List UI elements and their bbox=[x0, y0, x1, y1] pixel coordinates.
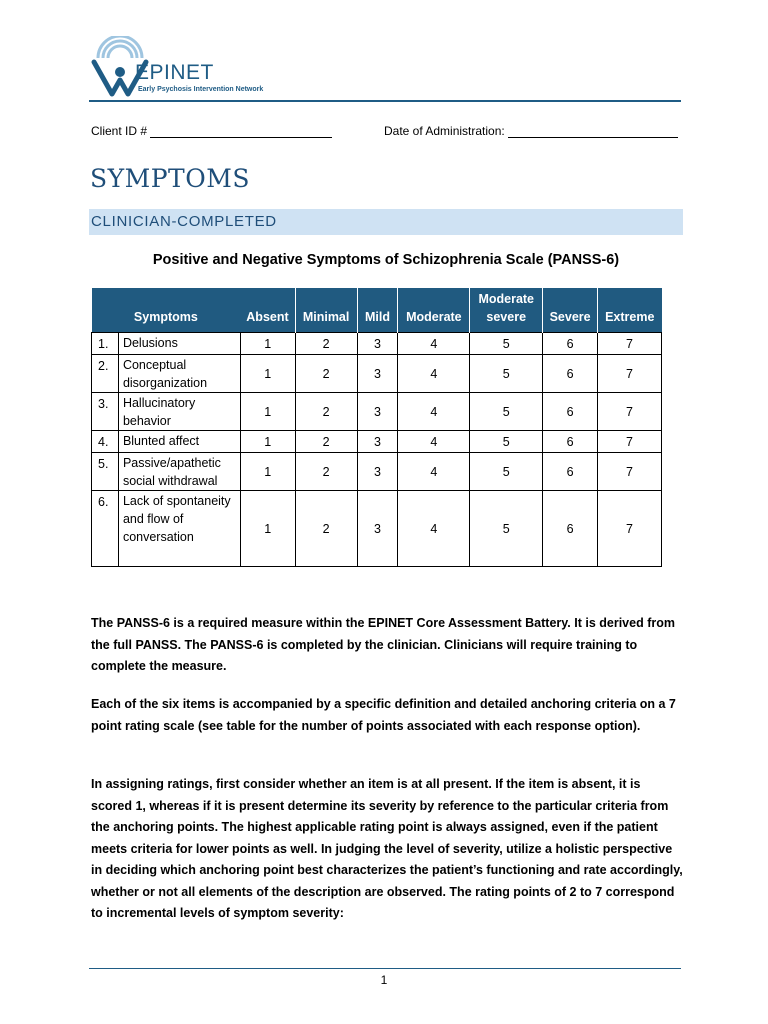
symptom-name: Blunted affect bbox=[118, 431, 240, 453]
rating-cell[interactable]: 3 bbox=[357, 333, 398, 355]
rating-cell[interactable]: 2 bbox=[295, 491, 357, 567]
page-number: 1 bbox=[380, 973, 388, 987]
row-number: 6. bbox=[92, 491, 119, 567]
rating-cell[interactable]: 4 bbox=[398, 453, 470, 491]
date-input-line[interactable] bbox=[508, 125, 678, 138]
paragraph-items: Each of the six items is accompanied by a specific definition and detailed anchoring criteria on a 7 point rating scale (see table for the number of points associated with each response option). bbox=[91, 697, 676, 733]
rating-cell[interactable]: 7 bbox=[598, 355, 662, 393]
table-row bbox=[92, 453, 662, 491]
rating-cell[interactable]: 1 bbox=[240, 491, 295, 567]
date-field bbox=[384, 124, 678, 138]
rating-cell[interactable]: 7 bbox=[598, 491, 662, 567]
rating-cell[interactable]: 3 bbox=[357, 355, 398, 393]
row-number: 4. bbox=[92, 431, 119, 453]
symptom-name: Delusions bbox=[118, 333, 240, 355]
table-row bbox=[92, 333, 662, 355]
rating-cell[interactable]: 2 bbox=[295, 355, 357, 393]
rating-cell[interactable]: 2 bbox=[295, 333, 357, 355]
footer-rule bbox=[89, 968, 681, 969]
panss-table bbox=[91, 288, 662, 567]
client-id-input-line[interactable] bbox=[150, 125, 332, 138]
date-label: Date of Administration: bbox=[384, 124, 505, 138]
rating-cell[interactable]: 4 bbox=[398, 431, 470, 453]
rating-cell[interactable]: 6 bbox=[543, 355, 598, 393]
epinet-logo bbox=[90, 36, 290, 98]
rating-cell[interactable]: 4 bbox=[398, 393, 470, 431]
header-absent: Absent bbox=[240, 288, 295, 333]
rating-cell[interactable]: 7 bbox=[598, 431, 662, 453]
rating-cell[interactable]: 1 bbox=[240, 355, 295, 393]
rating-cell[interactable]: 3 bbox=[357, 393, 398, 431]
rating-cell[interactable]: 6 bbox=[543, 491, 598, 567]
rating-cell[interactable]: 5 bbox=[470, 453, 543, 491]
rating-cell[interactable]: 7 bbox=[598, 453, 662, 491]
table-header-row bbox=[92, 288, 662, 333]
rating-cell[interactable]: 6 bbox=[543, 431, 598, 453]
section-heading: CLINICIAN-COMPLETED bbox=[89, 209, 683, 235]
symptom-name: Hallucinatory behavior bbox=[118, 393, 240, 431]
table-row bbox=[92, 393, 662, 431]
rating-cell[interactable]: 1 bbox=[240, 393, 295, 431]
rating-cell[interactable]: 4 bbox=[398, 333, 470, 355]
rating-cell[interactable]: 2 bbox=[295, 431, 357, 453]
table-row bbox=[92, 355, 662, 393]
symptom-name: Passive/apathetic social withdrawal bbox=[118, 453, 240, 491]
paragraph-intro: The PANSS-6 is a required measure within the EPINET Core Assessment Battery. It is derived from the full PANSS. The PANSS-6 is completed by the clinician. Clinicians will require training to complete the measure. bbox=[91, 616, 675, 673]
rating-cell[interactable]: 4 bbox=[398, 491, 470, 567]
rating-cell[interactable]: 7 bbox=[598, 393, 662, 431]
row-number: 1. bbox=[92, 333, 119, 355]
row-number: 5. bbox=[92, 453, 119, 491]
rating-cell[interactable]: 2 bbox=[295, 453, 357, 491]
rating-cell[interactable]: 1 bbox=[240, 333, 295, 355]
client-id-field bbox=[91, 124, 332, 138]
rating-cell[interactable]: 3 bbox=[357, 453, 398, 491]
rating-cell[interactable]: 5 bbox=[470, 355, 543, 393]
header-extreme: Extreme bbox=[598, 288, 662, 333]
header-minimal: Minimal bbox=[295, 288, 357, 333]
rating-cell[interactable]: 6 bbox=[543, 453, 598, 491]
paragraph-ratings: In assigning ratings, first consider whether an item is at all present. If the item is absent, it is scored 1, whereas if it is present determine its severity by reference to the particular criteria from the anchoring points. The highest applicable rating point is always assigned, even if the patient meets criteria for lower points as well. In judging the level of severity, utilize a holistic perspective in deciding which anchoring point best characterizes the patient’s functioning and rate accordingly, whether or not all elements of the description are observed. The rating points of 2 to 7 correspond to incremental levels of symptom severity: bbox=[91, 777, 683, 920]
header-rule bbox=[89, 100, 681, 102]
rating-cell[interactable]: 5 bbox=[470, 431, 543, 453]
symptom-name: Conceptual disorganization bbox=[118, 355, 240, 393]
table-title: Positive and Negative Symptoms of Schizophrenia Scale (PANSS-6) bbox=[152, 252, 620, 268]
rating-cell[interactable]: 2 bbox=[295, 393, 357, 431]
symptom-name: Lack of spontaneity and flow of conversation bbox=[118, 491, 240, 567]
header-mild: Mild bbox=[357, 288, 398, 333]
header-severe: Severe bbox=[543, 288, 598, 333]
header-moderate-severe: Moderate severe bbox=[470, 288, 543, 333]
rating-cell[interactable]: 3 bbox=[357, 491, 398, 567]
table-row bbox=[92, 431, 662, 453]
row-number: 2. bbox=[92, 355, 119, 393]
rating-cell[interactable]: 3 bbox=[357, 431, 398, 453]
header-moderate: Moderate bbox=[398, 288, 470, 333]
rating-cell[interactable]: 4 bbox=[398, 355, 470, 393]
row-number: 3. bbox=[92, 393, 119, 431]
rating-cell[interactable]: 1 bbox=[240, 453, 295, 491]
rating-cell[interactable]: 5 bbox=[470, 333, 543, 355]
rating-cell[interactable]: 5 bbox=[470, 491, 543, 567]
client-id-label: Client ID # bbox=[91, 124, 148, 138]
logo-wordmark: EPINET bbox=[135, 61, 214, 84]
rating-cell[interactable]: 1 bbox=[240, 431, 295, 453]
rating-cell[interactable]: 6 bbox=[543, 393, 598, 431]
rating-cell[interactable]: 6 bbox=[543, 333, 598, 355]
page-title: SYMPTOMS bbox=[90, 164, 250, 193]
header-symptoms: Symptoms bbox=[92, 288, 241, 333]
rating-cell[interactable]: 5 bbox=[470, 393, 543, 431]
table-row bbox=[92, 491, 662, 567]
logo-tagline: Early Psychosis Intervention Network bbox=[138, 86, 264, 93]
rating-cell[interactable]: 7 bbox=[598, 333, 662, 355]
